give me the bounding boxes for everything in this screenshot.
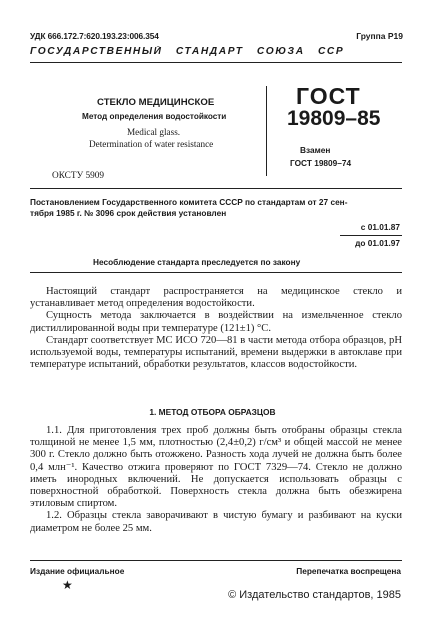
group-code: Группа Р19 bbox=[356, 31, 403, 41]
title-rule bbox=[30, 188, 402, 189]
validity-from: с 01.01.87 bbox=[360, 222, 400, 232]
title-ru-main: СТЕКЛО МЕДИЦИНСКОЕ bbox=[97, 97, 215, 108]
decree-rule bbox=[30, 272, 402, 273]
section-paragraph: 1.1. Для приготовления трех проб должны быть отобраны образцы стекла толщиной не менее 1,5 мм, плотностью (2,4±0,2) г/см³ и общей массой не менее 300 г. Стекло должно быть отожжено. Разность хода лучей не должна быть более 0,4 млн⁻¹. Качество отжига проверяют по ГОСТ 7329—74. Стекло не должно иметь инородных включений. Не допускается использовать образцы с поверхностной обработкой. Поверхность стекла должна быть обезжирена этиловым спиртом. bbox=[30, 425, 402, 510]
section-paragraph: 1.2. Образцы стекла заворачивают в чистую бумагу и разбивают на куски диаметром не более 25 мм. bbox=[30, 510, 402, 534]
gost-label: ГОСТ bbox=[296, 83, 361, 109]
title-ru-sub: Метод определения водостойкости bbox=[82, 112, 227, 121]
reprint-notice: Перепечатка воспрещена bbox=[296, 566, 401, 576]
official-edition: Издание официальное bbox=[30, 566, 125, 576]
law-warning: Несоблюдение стандарта преследуется по закону bbox=[93, 257, 301, 267]
title-divider bbox=[266, 86, 268, 176]
title-en-main: Medical glass. bbox=[127, 127, 181, 137]
replace-label: Взамен bbox=[300, 145, 331, 155]
intro-paragraph: Стандарт соответствует МС ИСО 720—81 в части метода отбора образцов, рН используемой воды, температуры испытаний, времени выдержки в автоклаве при температуре испытаний, обработки результатов, классов водостойкости. bbox=[30, 334, 402, 371]
validity-divider bbox=[340, 235, 402, 236]
section-1-text bbox=[30, 425, 402, 535]
decree-line-2: тября 1985 г. № 3096 срок действия установлен bbox=[30, 208, 227, 218]
section-heading: 1. МЕТОД ОТБОРА ОБРАЗЦОВ bbox=[149, 407, 276, 417]
intro-text bbox=[30, 286, 402, 371]
intro-paragraph: Сущность метода заключается в воздействии на измельченное стекло дистиллированной воды при температуре (121±1) °С. bbox=[30, 310, 402, 334]
title-en-sub: Determination of water resistance bbox=[89, 139, 214, 149]
decree-line-1: Постановлением Государственного комитета СССР по стандартам от 27 сен- bbox=[30, 197, 348, 207]
okstu-code: ОКСТУ 5909 bbox=[52, 171, 105, 181]
gost-number: 19809–85 bbox=[287, 107, 381, 130]
replace-value: ГОСТ 19809–74 bbox=[290, 158, 352, 168]
intro-paragraph: Настоящий стандарт распространяется на медицинское стекло и устанавливает метод определения водостойкости. bbox=[30, 286, 402, 310]
udk-code: УДК 666.172.7:620.193.23:006.354 bbox=[30, 31, 159, 41]
copyright: © Издательство стандартов, 1985 bbox=[228, 589, 401, 601]
header-rule bbox=[30, 62, 402, 63]
validity-to: до 01.01.97 bbox=[355, 238, 400, 248]
footer-rule bbox=[30, 560, 402, 561]
state-standard-banner: ГОСУДАРСТВЕННЫЙ СТАНДАРТ СОЮЗА ССР bbox=[30, 46, 345, 57]
star-icon: ★ bbox=[62, 578, 73, 592]
